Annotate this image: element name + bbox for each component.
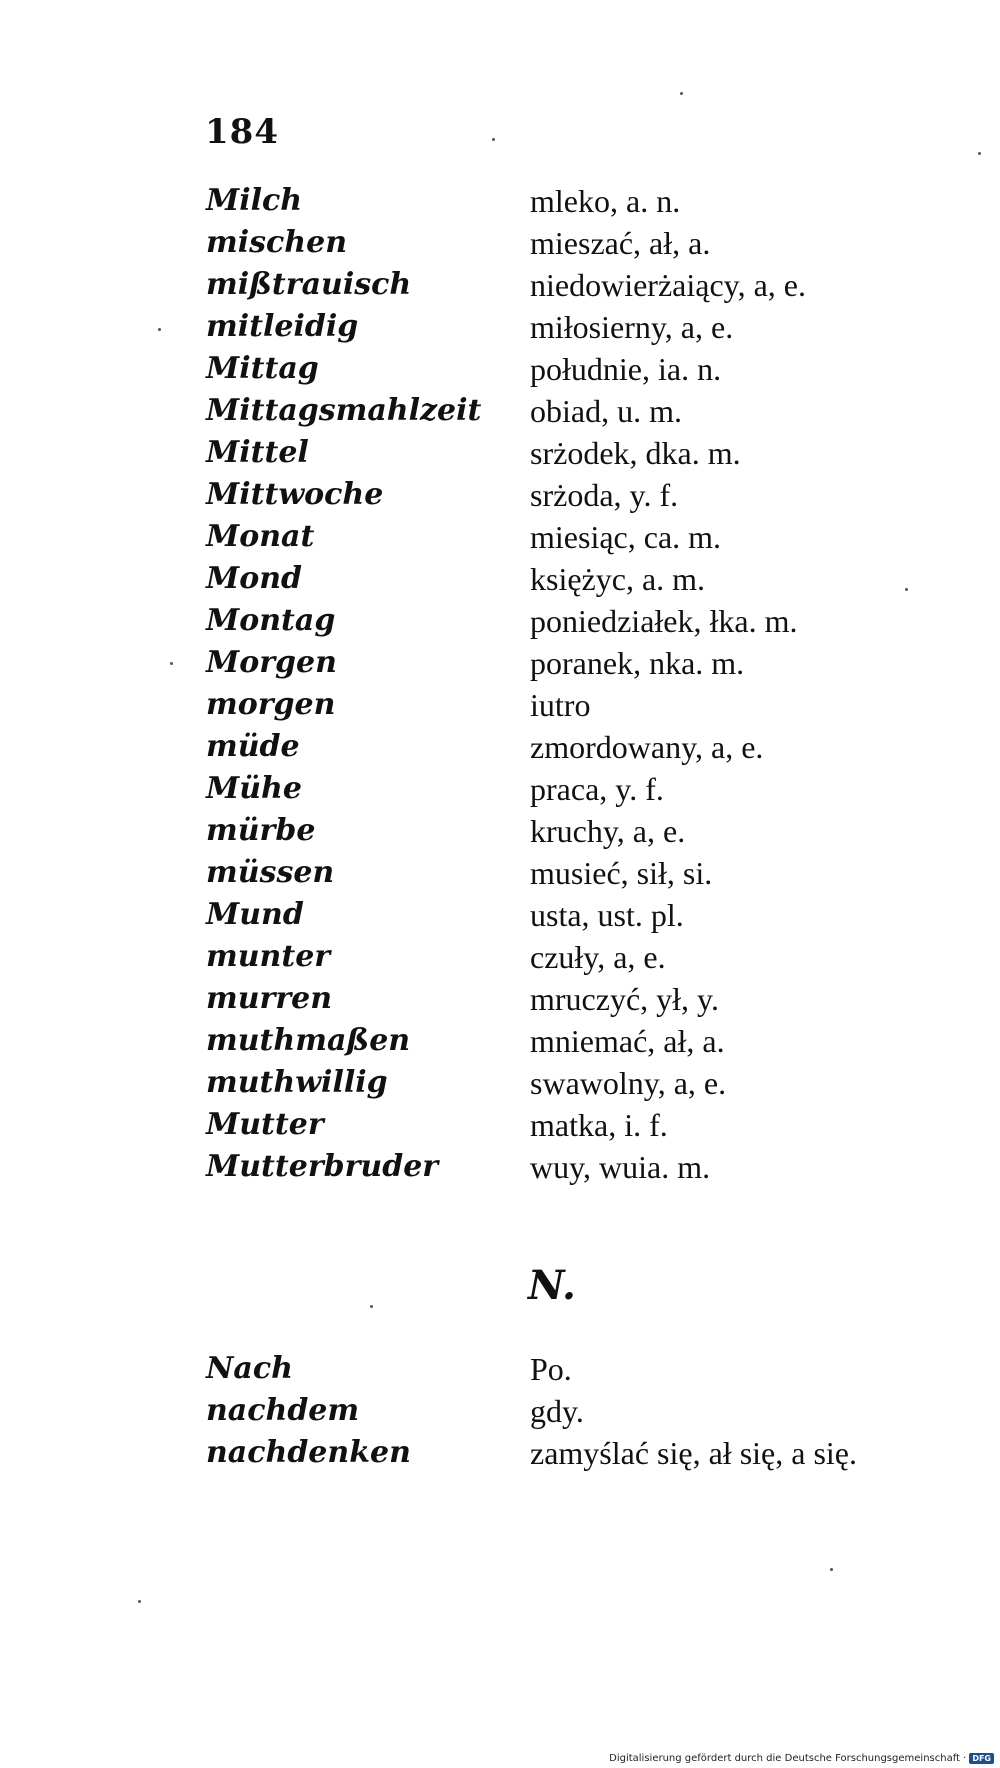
entry-row: [0, 558, 1000, 600]
german-word: Mund: [206, 897, 304, 932]
german-word: mürbe: [206, 813, 316, 848]
entry-row: [0, 180, 1000, 222]
entry-row: [0, 1348, 1000, 1390]
polish-translation: mniemać, ał, a.: [530, 1023, 725, 1059]
german-word: muthmaßen: [206, 1023, 411, 1058]
scan-speck: [492, 138, 495, 141]
entry-row: [0, 474, 1000, 516]
polish-translation: miłosierny, a, e.: [530, 309, 734, 345]
entry-row: [0, 600, 1000, 642]
german-word: Mutter: [206, 1107, 324, 1142]
polish-translation: obiad, u. m.: [530, 393, 682, 429]
german-word: Montag: [206, 603, 336, 638]
scan-speck: [170, 662, 173, 665]
entry-row: [0, 1432, 1000, 1474]
polish-translation: południe, ia. n.: [530, 351, 722, 387]
polish-translation: mruczyć, ył, y.: [530, 981, 719, 1017]
polish-translation: srżodek, dka. m.: [530, 435, 741, 471]
polish-translation: miesiąc, ca. m.: [530, 519, 722, 555]
german-word: Mittel: [206, 435, 309, 470]
german-word: Nach: [206, 1351, 293, 1386]
german-word: mißtrauisch: [206, 267, 412, 302]
polish-translation: księżyc, a. m.: [530, 561, 706, 597]
german-word: müde: [206, 729, 300, 764]
polish-translation: poniedziałek, łka. m.: [530, 603, 798, 639]
scan-speck: [158, 328, 161, 331]
polish-translation: praca, y. f.: [530, 771, 664, 807]
entry-row: [0, 348, 1000, 390]
entry-row: [0, 936, 1000, 978]
polish-translation: zamyślać się, ał się, a się.: [530, 1435, 857, 1471]
german-word: Milch: [206, 183, 303, 218]
entry-row: [0, 1104, 1000, 1146]
polish-translation: gdy.: [530, 1393, 584, 1429]
german-word: munter: [206, 939, 331, 974]
polish-translation: mleko, a. n.: [530, 183, 681, 219]
german-word: muthwillig: [206, 1065, 388, 1100]
german-word: müssen: [206, 855, 335, 890]
entry-row: [0, 516, 1000, 558]
polish-translation: musieć, sił, si.: [530, 855, 713, 891]
entry-row: [0, 1146, 1000, 1188]
polish-translation: usta, ust. pl.: [530, 897, 684, 933]
scan-speck: [138, 1600, 141, 1603]
german-word: mischen: [206, 225, 348, 260]
entry-row: [0, 642, 1000, 684]
polish-translation: swawolny, a, e.: [530, 1065, 727, 1101]
entry-row: [0, 768, 1000, 810]
polish-translation: wuy, wuia. m.: [530, 1149, 711, 1185]
scan-speck: [370, 1305, 373, 1308]
entry-row: [0, 726, 1000, 768]
polish-translation: kruchy, a, e.: [530, 813, 686, 849]
entry-row: [0, 684, 1000, 726]
entry-row: [0, 432, 1000, 474]
entry-row: [0, 264, 1000, 306]
entry-row: [0, 810, 1000, 852]
polish-translation: niedowierżaiący, a, e.: [530, 267, 806, 303]
german-word: Mittwoche: [206, 477, 384, 512]
polish-translation: poranek, nka. m.: [530, 645, 745, 681]
scan-speck: [978, 152, 981, 155]
german-word: murren: [206, 981, 333, 1016]
entry-row: [0, 390, 1000, 432]
entry-row: [0, 1020, 1000, 1062]
footer-text: Digitalisierung gefördert durch die Deutsche Forschungsgemeinschaft ·: [609, 1753, 967, 1764]
polish-translation: matka, i. f.: [530, 1107, 668, 1143]
polish-translation: mieszać, ał, a.: [530, 225, 711, 261]
polish-translation: zmordowany, a, e.: [530, 729, 764, 765]
entry-row: [0, 978, 1000, 1020]
section-heading: N.: [528, 1262, 576, 1309]
german-word: Mittagsmahlzeit: [206, 393, 482, 428]
entry-row: [0, 306, 1000, 348]
scan-speck: [680, 92, 683, 95]
entry-row: [0, 1062, 1000, 1104]
entry-row: [0, 852, 1000, 894]
scan-speck: [830, 1568, 833, 1571]
polish-translation: Po.: [530, 1351, 572, 1387]
german-word: Mittag: [206, 351, 319, 386]
dfg-logo: DFG: [969, 1753, 994, 1764]
polish-translation: iutro: [530, 687, 591, 723]
german-word: nachdenken: [206, 1435, 411, 1470]
german-word: nachdem: [206, 1393, 360, 1428]
german-word: Monat: [206, 519, 315, 554]
scan-speck: [905, 588, 908, 591]
german-word: Mond: [206, 561, 303, 596]
polish-translation: srżoda, y. f.: [530, 477, 679, 513]
german-word: Morgen: [206, 645, 337, 680]
german-word: Mutterbruder: [206, 1149, 439, 1184]
german-word: morgen: [206, 687, 336, 722]
polish-translation: czuły, a, e.: [530, 939, 666, 975]
footer-credit: [609, 1753, 994, 1764]
german-word: Mühe: [206, 771, 302, 806]
german-word: mitleidig: [206, 309, 359, 344]
page-number: 184: [205, 112, 279, 152]
entry-row: [0, 894, 1000, 936]
entry-row: [0, 1390, 1000, 1432]
entry-row: [0, 222, 1000, 264]
